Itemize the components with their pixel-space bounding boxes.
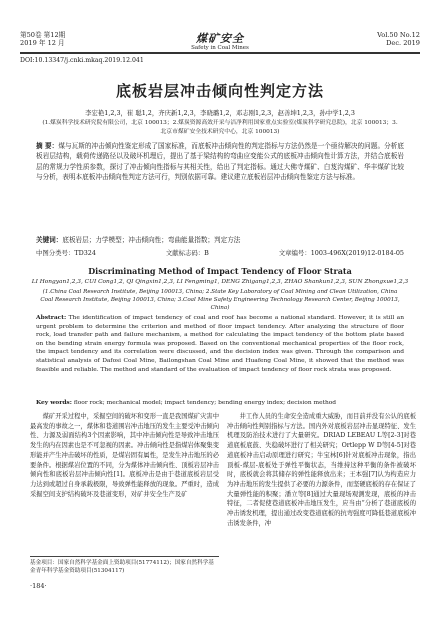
journal-name-en: Safety in Coal Mines [191, 45, 249, 51]
funding-note: 基金项目：国家自然科学基金面上资助项目(51774112)；国家自然科学基金青年科学基金资助项目(51304117) [30, 556, 219, 575]
journal-name-cn: 煤矿安全 [196, 32, 244, 45]
affiliations-en: (1.China Coal Research Institute, Beijing 100013, China; 2.State Key Laboratory of Coal Mining and Clean Utilization, China Coal Research Institute, Beijing 100013, China; 3.Coal Mine Safety Engineering Technology Research Center, Beijing 100013, China) [40, 289, 400, 312]
authors-en: LI Hongyan1,2,3, CUI Cong1,2, QI Qingxin1,2,3, LI Fengming1, DENG Zhigang1,2,3, ZHAO Shankun1,2,3, SUN Zhongxue1,2,3 [31, 279, 409, 285]
volume-en: Vol.50 No.12 [377, 31, 420, 39]
body-paragraph: 井工作人员的生命安全造成重大威胁，而目前并没有公认的底板冲击倾向性判别指标与方法。国内外对底板岩层冲击显现特征、发生机理及防治技术进行了大量研究。DRIAD LEBEAU L等[2-3]对巷道底板底鼓、失稳破坏进行了相关研究；Ortlepp W D等[4-5]对巷道底板冲击启动原理进行研究；牛宝林[6]针对底板冲击现象，指出顶板-煤层-底板处于弹性平衡状态，当维持这种平衡的条件被破坏时，底板就会将其储存的弹性能释放出来；王本强[7]认为构造应力为冲击地压的发生提供了必要的力源条件，而坚硬底板的存在保证了大量弹性能的积聚；潘立等[8]通过大量现场观测发现，底板的冲击特征，二者促使巷道底板冲击地压发生，应当由“分析了巷道底板的冲击诱发机理，提出通过改变巷道底板的抗弯强度可降低巷道底板冲击诱发条件，冲 [227, 413, 416, 527]
abstract-en [36, 314, 404, 374]
document-code: 文献标志码：B [165, 249, 209, 257]
authors-cn: 李宏艳1,2,3，崔 聪1,2，齐庆新1,2,3，李晓璐1,2，邓志刚1,2,3，赵善坤1,2,3，孙中学1,2,3 [85, 109, 355, 117]
affiliations-cn: (1.煤炭科学技术研究院有限公司，北京 100013；2.煤炭资源高效开采与洁净利用国家重点实验室(煤炭科学研究总院)，北京 100013；3.北京市煤矿安全技术研究中心，北京 100013) [42, 120, 398, 135]
keywords-en-label: Key words: [36, 399, 72, 406]
title-cn: 底板岩层冲击倾向性判定方法 [115, 82, 324, 100]
keywords-cn-text: 底板岩层；力学模型；冲击倾向性；弯曲能量指数；判定方法 [62, 236, 241, 244]
keywords-en-text: floor rock; mechanical model; impact tendency; bending energy index; decision method [73, 400, 337, 406]
abstract-cn [36, 141, 404, 182]
keywords-cn-label: 关键词： [36, 236, 63, 244]
keywords-cn [36, 236, 404, 245]
abstract-cn-label: 摘 要： [36, 142, 59, 150]
abstract-cn-text: 煤与瓦斯的冲击倾向性鉴定形成了国家标准，而底板冲击倾向性的判定指标与方法仍然是一个亟待解决的问题。分析底板岩层结构，载荷传递路径以及破坏机理后，提出了基于梁结构的弯曲应变能公式的底板冲击倾向性计算方法，并结合底板岩层的常规力学性质参数，探讨了冲击倾向性指标与其相关性，给出了判定指标。通过大佛寺煤矿、白芨沟煤矿、华丰煤矿比较与分析，表明本底板冲击倾向性判定方法可行，判别依据可靠。建议建立底板岩层冲击倾向性鉴定方法与标准。 [36, 142, 405, 181]
doi: DOI:10.13347/j.cnki.mkaq.2019.12.041 [20, 57, 144, 64]
page-number: ·184· [30, 582, 47, 590]
body-paragraph: 煤矿开采过程中，采掘空间的破坏和变形一直是我国煤矿灾害中最高发的事故之一，煤体和巷道围岩冲击地压的发生主要受冲击倾向性、力源及弱面结构3个因素影响，其中冲击倾向性是导致冲击地压发生的内在因素也是不可忽视的因素。冲击倾向性是指煤岩体聚集变形能并产生冲击破坏的性质，是煤岩固有属性，是发生冲击地压的必要条件。根据煤岩位置的不同，分为煤体冲击倾向性、顶板岩层冲击倾向性和底板岩层冲击倾向性[1]。底板冲击是由于巷道底板岩层受力达到或超过自身承载极限，导致弹性能释放的现象。严重时，造成采掘空间支护结构破坏及巷道变形，对矿井安全生产及矿 [30, 413, 219, 498]
article-number: 文章编号：1003-496X(2019)12-0184-05 [278, 249, 404, 257]
journal-masthead [0, 30, 440, 51]
title-en: Discriminating Method of Impact Tendency of Floor Strata [88, 266, 352, 276]
abstract-en-text: The identification of impact tendency of coal and roof has become a national standard. However, it is still an urgent problem to determine the criterion and method of floor impact tendency. After analyzing the structure of floor rock, load transfer path and failure mechanism, a method for calculating the impact tendency of the bottom plate based on the bending strain energy formula was proposed. Based on the conventional mechanical properties of the floor rock, the impact tendency and its correlation were discussed, and the decision index was given. Through the comparison and statistical analysis of Dafosi Coal Mine, Bailongshan Coal Mine and Huafeng Coal Mine, it showed that the method was feasible and reliable. The method and standard of the evaluation of impact tendency of floor rock strata was proposed. [36, 315, 404, 373]
date-cn: 2019 年 12 月 [20, 39, 65, 47]
date-en: Dec. 2019 [386, 39, 420, 47]
header-rule [20, 52, 420, 54]
issue-info-en [377, 31, 420, 47]
abstract-en-label: Abstract: [36, 314, 67, 321]
keywords-en [36, 399, 404, 408]
volume-cn: 第50卷 第12期 [20, 31, 66, 39]
body-column-left [30, 412, 219, 499]
classification-row [36, 248, 404, 257]
clc-number: 中图分类号：TD324 [36, 249, 96, 257]
body-column-right [227, 412, 416, 528]
